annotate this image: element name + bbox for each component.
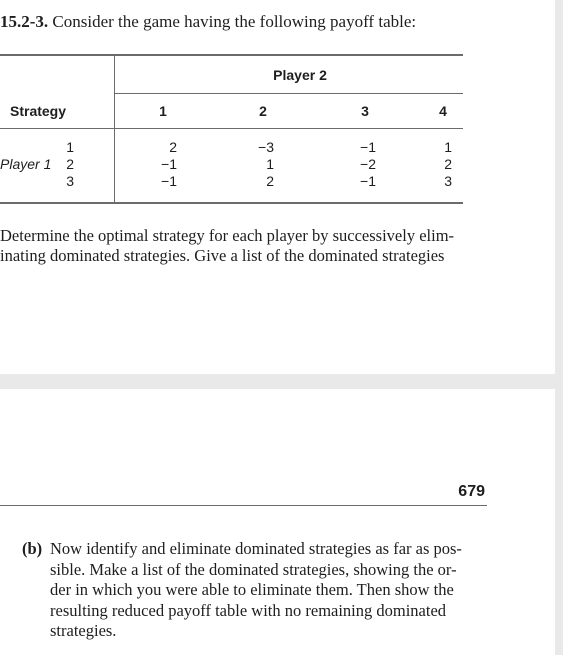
row-header: 3 [66,173,74,189]
table-cell: −1 [161,173,177,189]
column-header: 2 [259,103,267,119]
part-b-line: Now identify and eliminate dominated strategies as far as pos- [50,539,462,558]
part-b-line: sible. Make a list of the dominated strategies, showing the or- [50,559,457,579]
part-b-line: resulting reduced payoff table with no remaining dominated [50,600,447,620]
paragraph-line: Determine the optimal strategy for each player by successively elim- [0,226,455,245]
bottom-page [0,389,555,655]
table-cell: −2 [360,156,376,172]
part-b-line: strategies. [50,621,117,640]
table-cell: −1 [161,156,177,172]
column-group-rule [114,93,463,94]
column-header: 3 [361,103,369,119]
table-top-rule [0,54,463,56]
problem-heading [0,12,416,32]
row-player-label: Player 1 [0,156,52,172]
problem-number: 15.2-3. [0,12,49,31]
column-group-header: Player 2 [273,67,327,83]
page-number-rule [0,505,487,506]
paragraph-line: inating dominated strategies. Give a list of the dominated strategies [0,246,445,265]
row-header: 2 [66,156,74,172]
table-cell: −1 [360,173,376,189]
table-cell: 3 [444,173,452,189]
row-header: 1 [66,139,74,155]
part-b-label: (b) [22,539,43,558]
table-cell: 2 [169,139,177,155]
column-header: 1 [159,103,167,119]
table-bottom-rule [0,202,463,204]
table-cell: 2 [266,173,274,189]
part-b-question [22,539,492,642]
table-cell: 1 [444,139,452,155]
part-b-line: der in which you were able to eliminate them. Then show the [50,580,454,599]
strategy-header: Strategy [10,103,67,119]
table-cell: 2 [444,156,452,172]
table-vertical-rule [114,56,115,203]
problem-statement: Consider the game having the following payoff table: [52,12,417,31]
column-header: 4 [439,103,447,119]
table-cell: −1 [360,139,376,155]
page-number: 679 [458,483,485,500]
header-bottom-rule [0,128,463,129]
table-cell: 1 [266,156,274,172]
table-cell: −3 [258,139,274,155]
